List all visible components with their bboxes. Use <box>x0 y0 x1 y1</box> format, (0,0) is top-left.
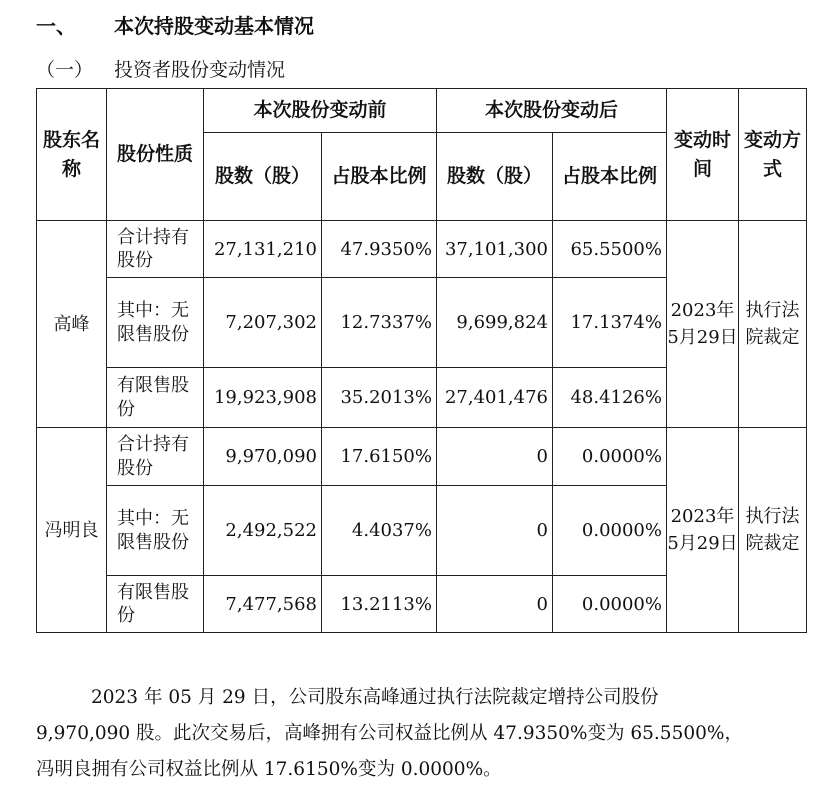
share-type: 有限售股份 <box>107 576 204 633</box>
subsection-number: （一） <box>36 59 94 81</box>
section-number: 一、 <box>36 14 76 38</box>
header-after: 本次股份变动后 <box>437 89 667 133</box>
change-time: 2023年5月29日 <box>667 428 739 633</box>
share-type: 合计持有股份 <box>107 428 204 486</box>
subsection-title: 投资者股份变动情况 <box>114 59 286 81</box>
share-type: 有限售股份 <box>107 368 204 428</box>
after-shares: 0 <box>437 486 553 576</box>
before-ratio: 47.9350% <box>322 221 437 278</box>
summary-paragraph <box>36 680 796 788</box>
header-shareholder-name: 股东名称 <box>37 89 107 221</box>
share-change-table <box>36 88 807 633</box>
before-shares: 9,970,090 <box>204 428 322 486</box>
after-ratio: 0.0000% <box>553 576 667 633</box>
after-shares: 0 <box>437 576 553 633</box>
header-change-method: 变动方式 <box>739 89 807 221</box>
summary-line-1: 2023 年 05 月 29 日，公司股东高峰通过执行法院裁定增持公司股份 <box>91 687 659 708</box>
before-ratio: 35.2013% <box>322 368 437 428</box>
share-type: 合计持有股份 <box>107 221 204 278</box>
section-title: 本次持股变动基本情况 <box>114 14 314 38</box>
header-after-shares: 股数（股） <box>437 133 553 221</box>
after-shares: 9,699,824 <box>437 278 553 368</box>
before-shares: 7,477,568 <box>204 576 322 633</box>
header-before-shares: 股数（股） <box>204 133 322 221</box>
before-ratio: 12.7337% <box>322 278 437 368</box>
change-method: 执行法院裁定 <box>739 221 807 428</box>
before-ratio: 4.4037% <box>322 486 437 576</box>
before-shares: 7,207,302 <box>204 278 322 368</box>
section-heading <box>36 10 314 39</box>
before-shares: 2,492,522 <box>204 486 322 576</box>
subsection-heading <box>36 55 285 82</box>
header-after-ratio: 占股本比例 <box>553 133 667 221</box>
summary-line-3: 冯明良拥有公司权益比例从 17.6150%变为 0.0000%。 <box>36 759 502 780</box>
before-ratio: 13.2113% <box>322 576 437 633</box>
shareholder-name: 高峰 <box>37 221 107 428</box>
after-ratio: 65.5500% <box>553 221 667 278</box>
table-row <box>37 428 807 486</box>
after-shares: 0 <box>437 428 553 486</box>
after-ratio: 0.0000% <box>553 486 667 576</box>
change-method: 执行法院裁定 <box>739 428 807 633</box>
shareholder-name: 冯明良 <box>37 428 107 633</box>
after-ratio: 17.1374% <box>553 278 667 368</box>
header-before-ratio: 占股本比例 <box>322 133 437 221</box>
before-shares: 27,131,210 <box>204 221 322 278</box>
after-shares: 37,101,300 <box>437 221 553 278</box>
after-ratio: 48.4126% <box>553 368 667 428</box>
before-ratio: 17.6150% <box>322 428 437 486</box>
table-row <box>37 221 807 278</box>
change-time: 2023年5月29日 <box>667 221 739 428</box>
before-shares: 19,923,908 <box>204 368 322 428</box>
share-type: 其中：无限售股份 <box>107 278 204 368</box>
share-type: 其中：无限售股份 <box>107 486 204 576</box>
after-shares: 27,401,476 <box>437 368 553 428</box>
summary-line-2: 9,970,090 股。此次交易后，高峰拥有公司权益比例从 47.9350%变为 65.5500%， <box>36 723 743 744</box>
header-change-time: 变动时间 <box>667 89 739 221</box>
header-share-nature: 股份性质 <box>107 89 204 221</box>
header-before: 本次股份变动前 <box>204 89 437 133</box>
after-ratio: 0.0000% <box>553 428 667 486</box>
